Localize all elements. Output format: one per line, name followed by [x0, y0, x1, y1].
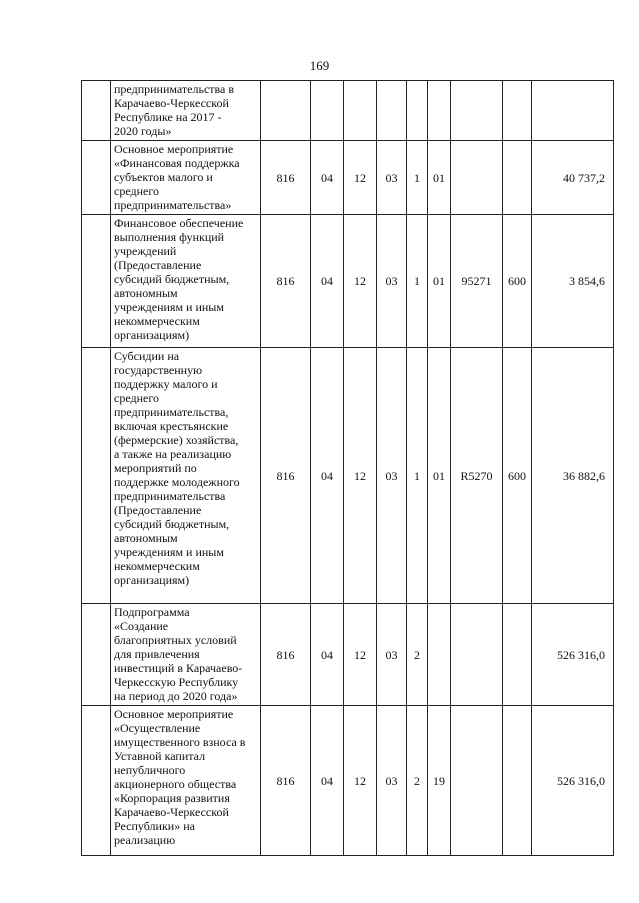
rz-cell: 04 [311, 348, 344, 604]
item-name-line: «Создание [114, 619, 169, 633]
amount-cell: 526 316,0 [532, 604, 614, 706]
item-name-line: некоммерческим [114, 559, 200, 573]
gr-cell [261, 81, 311, 141]
gr-cell: 816 [261, 348, 311, 604]
item-name-line: Черкесскую Республику [114, 675, 239, 689]
row-number-cell [82, 141, 111, 215]
item-name-line: включая крестьянские [114, 419, 229, 433]
item-name-line: автономным [114, 531, 178, 545]
item-name-cell [111, 141, 261, 215]
budget-table [81, 80, 614, 856]
item-name-cell [111, 604, 261, 706]
cs2-cell [407, 81, 428, 141]
table-row [82, 215, 614, 348]
item-name-line: а также на реализацию [114, 447, 232, 461]
cs4-cell: R5270 [451, 348, 503, 604]
item-name-line: государственную [114, 363, 203, 377]
item-name-line: реализацию [114, 833, 176, 847]
vr-cell [503, 706, 532, 856]
gr-cell: 816 [261, 141, 311, 215]
item-name-line: (фермерские) хозяйства, [114, 433, 239, 447]
item-name-line: поддержку малого и [114, 377, 218, 391]
item-name-cell [111, 706, 261, 856]
item-name-line: инвестиций в Карачаево- [114, 661, 243, 675]
cs2-cell: 2 [407, 706, 428, 856]
item-name-line: учреждениям и иным [114, 545, 224, 559]
item-name-line: (Предоставление [114, 503, 202, 517]
item-name-line: «Корпорация развития [114, 791, 230, 805]
item-name-line: для привлечения [114, 647, 200, 661]
cs2-cell: 1 [407, 141, 428, 215]
table-row [82, 81, 614, 141]
item-name-line: Республики» на [114, 819, 195, 833]
rz-cell [311, 81, 344, 141]
item-name-line: Субсидии на [114, 349, 180, 363]
table-row [82, 706, 614, 856]
pr-cell: 12 [344, 604, 377, 706]
rz-cell: 04 [311, 141, 344, 215]
item-name-line: Финансовое обеспечение [114, 216, 244, 230]
item-name-line: (Предоставление [114, 258, 202, 272]
page-number: 169 [309, 58, 330, 73]
vr-cell [503, 81, 532, 141]
amount-cell: 3 854,6 [532, 215, 614, 348]
item-name-line: Подпрограмма [114, 605, 190, 619]
row-number-cell [82, 348, 111, 604]
item-name-line: субсидий бюджетным, [114, 272, 230, 286]
rz-cell: 04 [311, 706, 344, 856]
item-name-line: Карачаево-Черкесской [114, 96, 229, 110]
pr-cell: 12 [344, 348, 377, 604]
cs2-cell: 2 [407, 604, 428, 706]
item-name-line: учреждений [114, 244, 177, 258]
item-name-line: автономным [114, 286, 178, 300]
item-name-line: «Осуществление [114, 721, 201, 735]
item-name-line: Карачаево-Черкесской [114, 805, 229, 819]
row-number-cell [82, 706, 111, 856]
amount-cell: 526 316,0 [532, 706, 614, 856]
cs4-cell: 95271 [451, 215, 503, 348]
cs3-cell: 01 [428, 141, 451, 215]
item-name-cell [111, 215, 261, 348]
pr-cell: 12 [344, 706, 377, 856]
vr-cell [503, 141, 532, 215]
pr-cell: 12 [344, 215, 377, 348]
item-name-line: предпринимательства в [114, 82, 235, 96]
pr-cell: 12 [344, 141, 377, 215]
row-number-cell [82, 604, 111, 706]
cs3-cell: 01 [428, 348, 451, 604]
amount-cell: 36 882,6 [532, 348, 614, 604]
cs4-cell [451, 604, 503, 706]
cs2-cell: 1 [407, 348, 428, 604]
item-name-line: Республике на 2017 - [114, 110, 222, 124]
item-name-line: некоммерческим [114, 314, 200, 328]
item-name-line: субсидий бюджетным, [114, 517, 230, 531]
item-name-cell [111, 81, 261, 141]
cs1-cell: 03 [377, 706, 407, 856]
item-name-line: имущественного взноса в [114, 735, 246, 749]
item-name-line: предпринимательства [114, 489, 226, 503]
amount-cell [532, 81, 614, 141]
item-name-line: Уставной капитал [114, 749, 206, 763]
vr-cell: 600 [503, 348, 532, 604]
cs3-cell: 01 [428, 215, 451, 348]
cs4-cell [451, 141, 503, 215]
item-name-line: предпринимательства, [114, 405, 229, 419]
cs3-cell [428, 604, 451, 706]
gr-cell: 816 [261, 604, 311, 706]
item-name-line: среднего [114, 184, 159, 198]
cs3-cell [428, 81, 451, 141]
item-name-line: на период до 2020 года» [114, 689, 238, 703]
cs1-cell: 03 [377, 215, 407, 348]
item-name-line: Основное мероприятие [114, 707, 234, 721]
cs1-cell: 03 [377, 604, 407, 706]
gr-cell: 816 [261, 706, 311, 856]
item-name-line: акционерного общества [114, 777, 237, 791]
table-row [82, 348, 614, 604]
item-name-line: 2020 годы» [114, 124, 172, 138]
item-name-line: субъектов малого и [114, 170, 213, 184]
row-number-cell [82, 81, 111, 141]
vr-cell: 600 [503, 215, 532, 348]
cs1-cell: 03 [377, 348, 407, 604]
cs4-cell [451, 706, 503, 856]
item-name-line: поддержке молодежного [114, 475, 240, 489]
item-name-line: учреждениям и иным [114, 300, 224, 314]
item-name-line: предпринимательства» [114, 198, 232, 212]
item-name-line: мероприятий по [114, 461, 197, 475]
item-name-line: благоприятных условий [114, 633, 237, 647]
cs3-cell: 19 [428, 706, 451, 856]
item-name-line: непубличного [114, 763, 186, 777]
rz-cell: 04 [311, 604, 344, 706]
pr-cell [344, 81, 377, 141]
item-name-line: Основное мероприятие [114, 142, 234, 156]
item-name-line: «Финансовая поддержка [114, 156, 240, 170]
vr-cell [503, 604, 532, 706]
item-name-line: организациям) [114, 328, 190, 342]
table-row [82, 604, 614, 706]
cs1-cell: 03 [377, 141, 407, 215]
cs1-cell [377, 81, 407, 141]
cs2-cell: 1 [407, 215, 428, 348]
amount-cell: 40 737,2 [532, 141, 614, 215]
row-number-cell [82, 215, 111, 348]
item-name-line: выполнения функций [114, 230, 225, 244]
gr-cell: 816 [261, 215, 311, 348]
cs4-cell [451, 81, 503, 141]
rz-cell: 04 [311, 215, 344, 348]
item-name-line: организациям) [114, 573, 190, 587]
item-name-line: среднего [114, 391, 159, 405]
table-row [82, 141, 614, 215]
item-name-cell [111, 348, 261, 604]
